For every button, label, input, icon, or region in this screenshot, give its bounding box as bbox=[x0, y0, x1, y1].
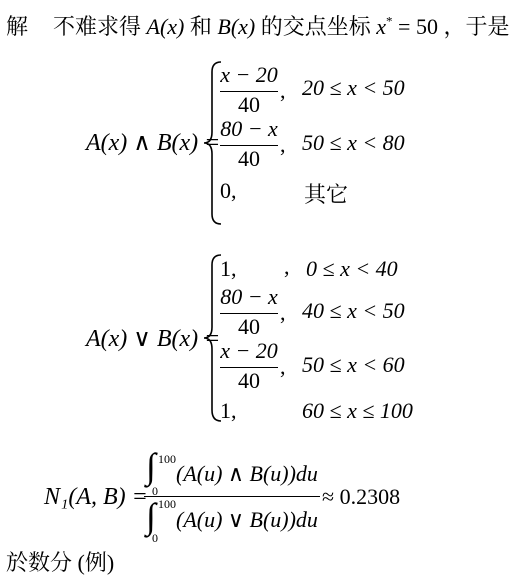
join-case2-den: 40 bbox=[238, 314, 260, 339]
den-upper-limit: 100 bbox=[158, 497, 176, 511]
join-case1-cond: 0 ≤ x < 40 bbox=[306, 256, 398, 281]
join-case3-den-wrap bbox=[220, 370, 278, 392]
join-case2-cond: 40 ≤ x < 50 bbox=[302, 298, 405, 323]
join-case4-value: 1, bbox=[220, 398, 237, 423]
join-case1-comma: , bbox=[284, 254, 290, 279]
nearness-lhs: N₁(A, B) = bbox=[44, 484, 148, 510]
meet-case1-den-wrap bbox=[220, 94, 278, 116]
num-integrand: (A(u) ∧ B(u))du bbox=[176, 461, 318, 486]
meet-case1-comma: , bbox=[280, 78, 286, 103]
meet-brace bbox=[204, 62, 221, 224]
meet-case3-value: 0, bbox=[220, 178, 237, 203]
join-case1-value: 1, bbox=[220, 256, 237, 281]
join-lhs: A(x) ∨ B(x) = bbox=[86, 326, 221, 352]
intro-equals: = 50 bbox=[398, 14, 438, 39]
meet-case2-num: 80 − x bbox=[220, 116, 278, 141]
join-case3-frac bbox=[220, 340, 278, 362]
join-case3-comma: , bbox=[280, 354, 286, 379]
join-case2-frac bbox=[220, 286, 278, 308]
join-case4-cond: 60 ≤ x ≤ 100 bbox=[302, 398, 413, 423]
meet-case2-cond: 50 ≤ x < 80 bbox=[302, 130, 405, 155]
num-upper-limit: 100 bbox=[158, 452, 176, 466]
solution-label: 解 bbox=[6, 14, 29, 39]
meet-case1-cond: 20 ≤ x < 50 bbox=[302, 75, 405, 100]
intro-middle: 的交点坐标 bbox=[260, 14, 371, 39]
intro-and: 和 bbox=[189, 14, 212, 39]
join-case3-cond: 50 ≤ x < 60 bbox=[302, 352, 405, 377]
nearness-result: ≈ 0.2308 bbox=[322, 484, 401, 509]
meet-case1-num: x − 20 bbox=[220, 62, 278, 87]
star-superscript: * bbox=[386, 13, 393, 29]
x-star: x bbox=[376, 14, 387, 39]
meet-case2-comma: , bbox=[280, 132, 286, 157]
meet-lhs: A(x) ∧ B(x) = bbox=[86, 130, 221, 156]
footer-text: 於数分 (例) bbox=[6, 550, 115, 575]
join-case2-comma: , bbox=[280, 300, 286, 325]
meet-case3-cond: 其它 bbox=[304, 182, 349, 207]
meet-case1-den: 40 bbox=[238, 92, 260, 117]
func-b: B(x) bbox=[217, 14, 256, 39]
intro-prefix: 不难求得 bbox=[53, 14, 142, 39]
den-integral-sign: ∫ bbox=[146, 496, 156, 536]
join-case2-den-wrap bbox=[220, 316, 278, 338]
meet-case2-den: 40 bbox=[238, 146, 260, 171]
num-lower-limit: 0 bbox=[152, 484, 158, 498]
intro-suffix: ，于是 bbox=[443, 14, 509, 39]
meet-case2-den-wrap bbox=[220, 148, 278, 170]
func-a: A(x) bbox=[146, 14, 185, 39]
meet-case1-frac bbox=[220, 64, 278, 86]
join-case3-num: x − 20 bbox=[220, 338, 278, 363]
meet-case2-frac bbox=[220, 118, 278, 140]
num-integral-sign: ∫ bbox=[146, 446, 156, 486]
den-lower-limit: 0 bbox=[152, 531, 158, 545]
join-case2-num: 80 − x bbox=[220, 284, 278, 309]
den-integrand: (A(u) ∨ B(u))du bbox=[176, 507, 318, 532]
join-case3-den: 40 bbox=[238, 368, 260, 393]
